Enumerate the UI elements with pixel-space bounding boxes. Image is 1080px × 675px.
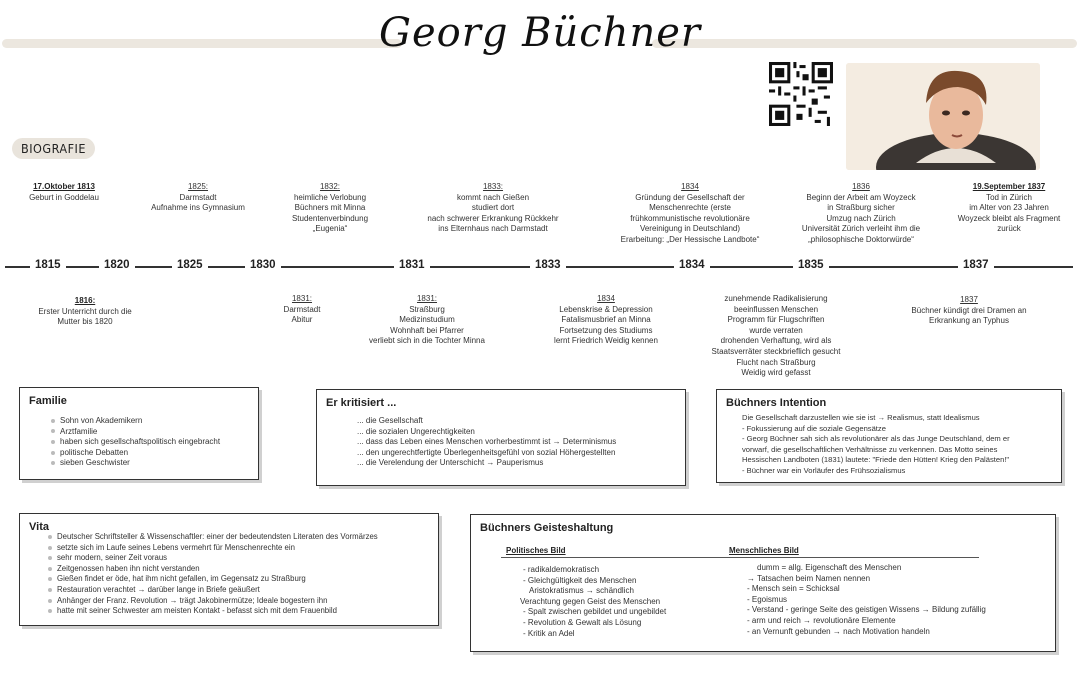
event-top-1813: 17.Oktober 1813 Geburt in Goddelau [29,182,99,202]
list-item: ... dass das Leben eines Menschen vorherbestimmt ist → Determinismus [357,437,617,447]
year-1837: 1837 [958,259,994,271]
list-item: Aristokratismus → schändlich [529,586,634,596]
list-item: hatte mit seiner Schwester am meisten Kontakt - befasst sich mit dem Frauenbild [48,606,378,617]
vita-heading: Vita [29,521,49,533]
list-item: Hessischen Landboten (1831) lautete: "Friede den Hütten! Krieg den Palästen!" [742,455,1010,465]
event-top-1836: 1836 Beginn der Arbeit am Woyzeck in Straßburg sicher Umzug nach Zürich Universität Zürich verleiht ihm die „philosophische Doktorwürde“ [801,182,921,244]
year-1815: 1815 [30,259,66,271]
kritik-box [316,389,686,486]
list-item: Restauration verachtet → darüber lange in Briefe geäußert [48,585,378,596]
list-item: - Spalt zwischen gebildet und ungebildet [523,607,667,617]
list-item: Gießen findet er öde, hat ihm nicht gefallen, im Gegensatz zu Straßburg [48,574,378,585]
list-item: - Gleichgültigkeit des Menschen [523,575,637,585]
list-item: vorwarf, die gesellschaftlichen Verhältnisse zu verkennen. Das Motto seines [742,444,998,454]
list-item: - arm und reich → revolutionäre Elemente [747,615,896,625]
event-top-1825: 1825: Darmstadt Aufnahme ins Gymnasium [151,182,245,213]
list-item: Anhänger der Franz. Revolution → trägt Jakobinermütze; Ideale bogestern ihn [48,596,378,607]
list-item: dumm = allg. Eigenschaft des Menschen [757,563,902,572]
list-item: ... die sozialen Ungerechtigkeiten [357,426,475,436]
year-1825: 1825 [172,259,208,271]
list-item: - Georg Büchner sah sich als revolutionärer als das Junge Deutschland, dem er [742,434,1010,444]
list-item: - Revolution & Gewalt als Lösung [523,617,642,627]
familie-box [19,387,259,480]
event-top-1837: 19.September 1837 Tod in Zürich im Alter von 23 Jahren Woyzeck bleibt als Fragment zurück [957,182,1061,234]
list-item: - radikaldemokratisch [523,565,600,574]
list-item: setzte sich im Laufe seines Lebens vermehrt für Menschenrechte ein [48,543,378,554]
list-item: sehr modern, seiner Zeit voraus [48,553,378,564]
event-top-1833: 1833: kommt nach Gießen studiert dort nach schwerer Erkrankung Rückkehr ins Elternhaus nach Darmstadt [427,182,559,234]
list-item: sieben Geschwister [51,458,220,469]
list-item: Sohn von Akademikern [51,416,220,427]
event-bottom-1834: 1834 Lebenskrise & Depression Fatalismusbrief an Minna Fortsetzung des Studiums lernt Friedrich Weidig kennen [554,294,658,346]
intention-box [716,389,1062,483]
qr-code-icon[interactable] [769,62,833,126]
event-bottom-1831a: 1831: Darmstadt Abitur [283,294,321,325]
list-item: → Tatsachen beim Namen nennen [747,573,871,583]
kritik-heading: Er kritisiert ... [326,397,397,409]
event-bottom-1837: 1837 Büchner kündigt drei Dramen an Erkrankung an Typhus [911,295,1027,326]
list-item: Die Gesellschaft darzustellen wie sie ist → Realismus, statt Idealismus [742,413,980,422]
year-1831: 1831 [394,259,430,271]
list-item: politische Debatten [51,448,220,459]
column-header-politisch: Politisches Bild [506,546,566,555]
page-title: Georg Büchner [378,10,702,56]
geisteshaltung-box [470,514,1056,652]
year-1833: 1833 [530,259,566,271]
year-1835: 1835 [793,259,829,271]
year-1834: 1834 [674,259,710,271]
list-item: ... die Verelendung der Unterschicht → Pauperismus [357,458,544,468]
list-item: - Fokussierung auf die soziale Gegensätze [742,423,886,433]
column-header-menschlich: Menschliches Bild [729,546,799,555]
year-1830: 1830 [245,259,281,271]
event-bottom-1816: 1816: Erster Unterricht durch die Mutter bis 1820 [38,296,132,327]
portrait-image [846,63,1040,170]
list-item: Zeitgenossen haben ihn nicht verstanden [48,564,378,575]
list-item: ... die Gesellschaft [357,416,423,425]
section-tag-biografie: BIOGRAFIE [12,138,95,159]
list-item: Arztfamilie [51,427,220,438]
year-1820: 1820 [99,259,135,271]
vita-box [19,513,439,626]
list-item: - Egoismus [747,594,788,604]
list-item: haben sich gesellschaftspolitisch eingebracht [51,437,220,448]
intention-heading: Büchners Intention [726,397,827,409]
list-item: Verachtung gegen Geist des Menschen [520,596,661,606]
list-item: Deutscher Schriftsteller & Wissenschaftler: einer der bedeutendsten Literaten des Vormärzes [48,532,378,543]
list-item: - Kritik an Adel [523,628,575,638]
event-bottom-1831b: 1831: Straßburg Medizinstudium Wohnhaft bei Pfarrer verliebt sich in die Tochter Minna [369,294,485,346]
event-top-1834: 1834 Gründung der Gesellschaft der Menschenrechte (erste frühkommunistische revolutionäre Vereinigung in Deutschland) Erarbeitung: „Der Hessische Landbote“ [620,182,760,244]
event-bottom-1835: zunehmende Radikalisierung beeinflussen Menschen Programm für Flugschriften wurde verraten drohenden Verhaftung, wird als Staatsverräter steckbrieflich gesucht Flucht nach Straßburg Weidig wird gefasst [711,294,841,378]
list-item: - an Vernunft gebunden → nach Motivation handeln [747,626,930,636]
geisteshaltung-heading: Büchners Geisteshaltung [480,522,614,534]
event-top-1832: 1832: heimliche Verlobung Büchners mit Minna Studentenverbindung „Eugenia“ [291,182,369,234]
column-divider [501,557,979,558]
list-item: - Büchner war ein Vorläufer des Frühsozialismus [742,465,906,475]
list-item: ... den ungerechtfertigte Überlegenheitsgefühl von sozial Höhergestellten [357,447,616,457]
list-item: - Verstand - geringe Seite des geistigen Wissens → Bildung zufällig [747,605,986,615]
list-item: - Mensch sein = Schicksal [747,584,840,594]
familie-heading: Familie [29,395,67,407]
